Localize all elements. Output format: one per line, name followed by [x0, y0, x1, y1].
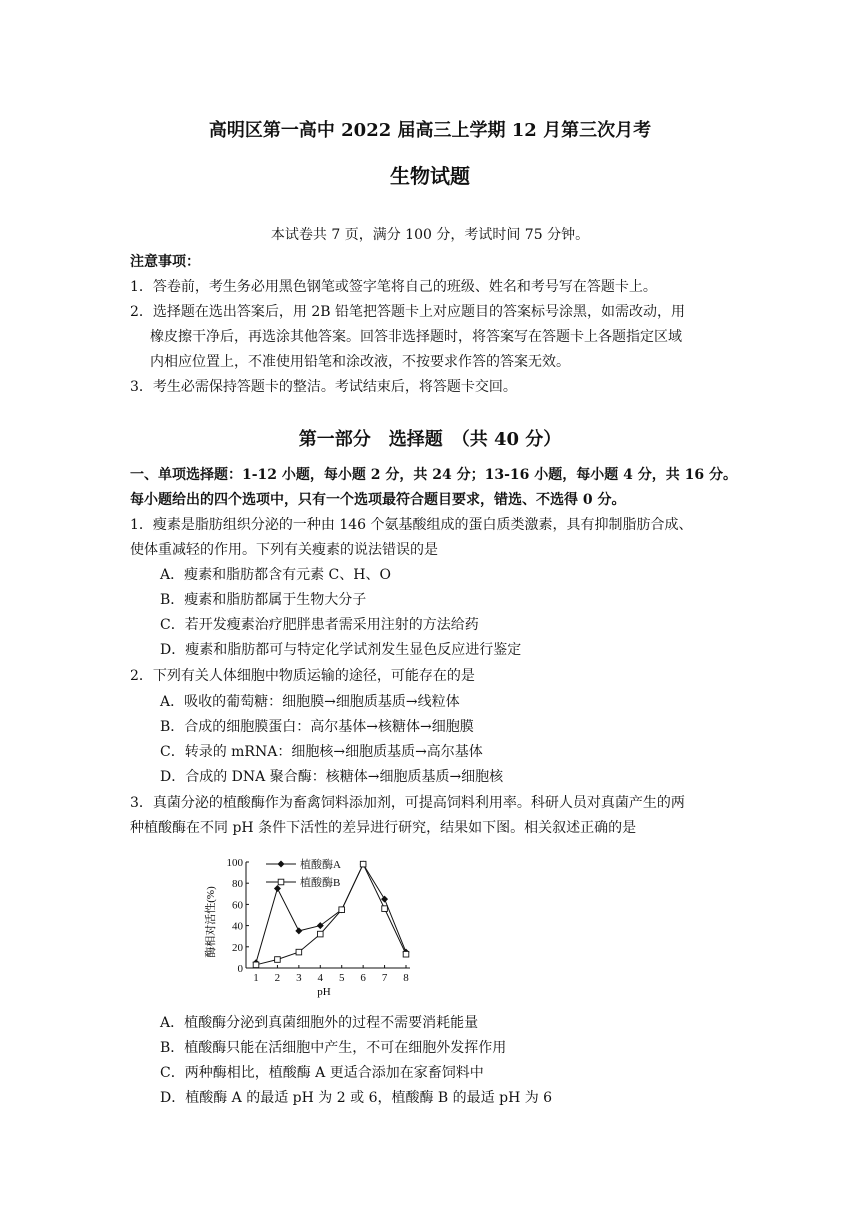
note-item-2-line-3: 内相应位置上，不准使用铅笔和涂改液，不按要求作答的答案无效。 [150, 354, 570, 370]
y-tick-label: 60 [232, 899, 243, 912]
q1-stem-line-2: 使体重减轻的作用。下列有关瘦素的说法错误的是 [130, 542, 438, 558]
q3-option-d: D．植酸酶 A 的最适 pH 为 2 或 6，植酸酶 B 的最适 pH 为 6 [160, 1090, 553, 1106]
q2-option-c: C．转录的 mRNA：细胞核→细胞质基质→高尔基体 [160, 744, 483, 760]
q2-option-b: B．合成的细胞膜蛋白：高尔基体→核糖体→细胞膜 [160, 719, 474, 735]
x-tick-label: 6 [360, 972, 366, 984]
y-tick-label: 100 [226, 857, 243, 869]
ph-activity-chart [200, 850, 430, 1000]
point-a [274, 885, 281, 892]
point-b [317, 931, 323, 937]
legend-marker-a [278, 861, 285, 868]
q1-option-b: B．瘦素和脂肪都属于生物大分子 [160, 592, 367, 608]
point-b [296, 949, 302, 955]
point-a [381, 896, 388, 903]
point-b [403, 951, 409, 957]
q1-stem-line-1: 1．瘦素是脂肪组织分泌的一种由 146 个氨基酸组成的蛋白质类激素，具有抑制脂肪合成、 [130, 517, 693, 533]
notes-heading: 注意事项： [130, 254, 200, 270]
y-axis-label: 酶相对活性(%) [205, 886, 217, 958]
y-tick-label: 80 [232, 878, 243, 891]
q1-option-d: D．瘦素和脂肪都可与特定化学试剂发生显色反应进行鉴定 [160, 642, 522, 658]
y-tick-label: 0 [237, 963, 243, 975]
q3-option-c: C．两种酶相比，植酸酶 A 更适合添加在家畜饲料中 [160, 1065, 484, 1081]
x-axis-label: pH [317, 986, 331, 998]
q3-option-b: B．植酸酶只能在活细胞中产生，不可在细胞外发挥作用 [160, 1040, 507, 1056]
q3-stem-line-2: 种植酸酶在不同 pH 条件下活性的差异进行研究，结果如下图。相关叙述正确的是 [130, 820, 637, 836]
chart-legend [266, 857, 341, 889]
legend-marker-b [278, 879, 284, 885]
y-tick-label: 20 [232, 941, 243, 954]
q1-option-c: C．若开发瘦素治疗肥胖患者需采用注射的方法给药 [160, 617, 479, 633]
point-b [382, 906, 388, 912]
x-tick-label: 4 [317, 972, 324, 984]
point-b [253, 962, 259, 968]
q3-stem-line-1: 3．真菌分泌的植酸酶作为畜禽饲料添加剂，可提高饲料利用率。科研人员对真菌产生的两 [130, 795, 685, 811]
y-tick-label: 40 [232, 920, 243, 933]
note-item-2-line-1: 2．选择题在选出答案后，用 2B 铅笔把答题卡上对应题目的答案标号涂黑，如需改动，用 [130, 304, 686, 320]
point-b [339, 907, 345, 913]
q2-option-d: D．合成的 DNA 聚合酶：核糖体→细胞质基质→细胞核 [160, 769, 504, 785]
exam-intro: 本试卷共 7 页，满分 100 分，考试时间 75 分钟。 [270, 227, 590, 243]
x-tick-label: 2 [274, 972, 281, 984]
x-tick-label: 1 [253, 972, 259, 984]
point-b [275, 957, 281, 963]
q3-option-a: A．植酸酶分泌到真菌细胞外的过程不需要消耗能量 [160, 1015, 479, 1031]
q1-option-a: A．瘦素和脂肪都含有元素 C、H、O [160, 567, 391, 583]
note-item-2-line-2: 橡皮擦干净后，再选涂其他答案。回答非选择题时，将答案写在答题卡上各题指定区域 [150, 329, 682, 345]
note-item-1: 1．答卷前，考生务必用黑色钢笔或签字笔将自己的班级、姓名和考号写在答题卡上。 [130, 279, 657, 295]
point-b [360, 861, 366, 867]
part1-instruction-line-1: 一、单项选择题：1-12 小题，每小题 2 分，共 24 分；13-16 小题，每小题 4 分，共 16 分。 [130, 467, 737, 483]
q2-stem: 2．下列有关人体细胞中物质运输的途径，可能存在的是 [130, 668, 475, 684]
part1-title: 第一部分 选择题 （共 40 分） [298, 429, 562, 450]
x-tick-label: 8 [403, 972, 409, 984]
legend-label: 植酸酶A [300, 859, 341, 871]
exam-subtitle: 生物试题 [390, 164, 470, 188]
point-a [317, 922, 324, 929]
x-tick-label: 5 [338, 972, 345, 984]
x-tick-label: 3 [296, 972, 302, 984]
note-item-3: 3．考生必需保持答题卡的整洁。考试结束后，将答题卡交回。 [130, 379, 517, 395]
legend-label: 植酸酶B [300, 877, 341, 889]
q2-option-a: A．吸收的葡萄糖：细胞膜→细胞质基质→线粒体 [160, 694, 460, 710]
x-tick-label: 7 [381, 972, 388, 984]
point-a [295, 927, 302, 934]
exam-title: 高明区第一高中 2022 届高三上学期 12 月第三次月考 [208, 120, 652, 141]
part1-instruction-line-2: 每小题给出的四个选项中，只有一个选项最符合题目要求，错选、不选得 0 分。 [130, 492, 626, 508]
